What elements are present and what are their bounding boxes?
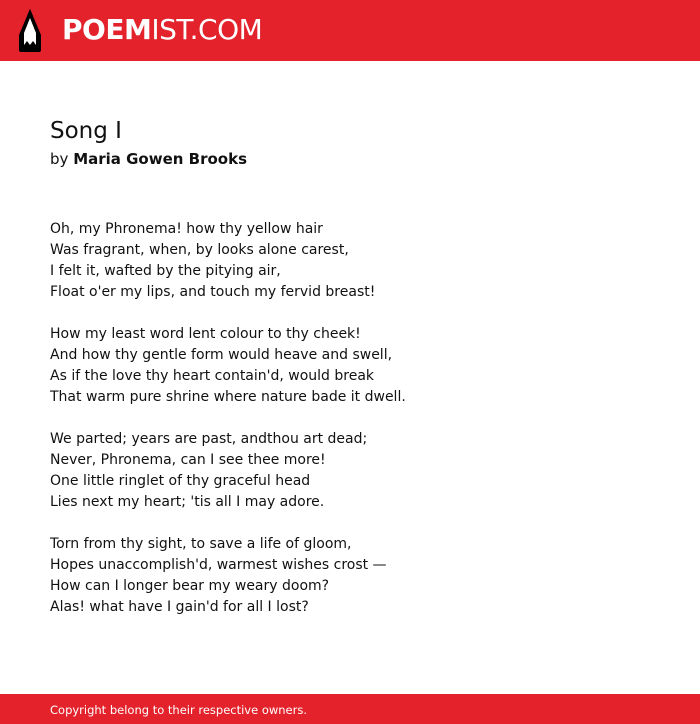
poem-author: Maria Gowen Brooks [73,150,248,168]
logo-light-text: IST.COM [151,13,263,46]
by-label: by [50,150,69,168]
poem-line: We parted; years are past, andthou art dead; [50,431,368,447]
poem-line: Alas! what have I gain'd for all I lost? [50,599,309,615]
poem-line: As if the love thy heart contain'd, would break [50,368,375,384]
poem-line: One little ringlet of thy graceful head [50,473,311,489]
site-logo[interactable] [62,13,262,47]
poem-stanza [50,324,650,408]
poem-stanza [50,534,650,618]
poem-line: And how thy gentle form would heave and swell, [50,347,393,363]
poem-line: Hopes unaccomplish'd, warmest wishes crost — [50,557,387,573]
poem-line: Was fragrant, when, by looks alone carest, [50,242,349,258]
poem-line: Torn from thy sight, to save a life of gloom, [50,536,352,552]
poem-line: I felt it, wafted by the pitying air, [50,263,281,279]
logo-bold-text: POEM [62,13,152,46]
poem-line: That warm pure shrine where nature bade it dwell. [50,389,406,405]
poem-body [50,219,650,639]
poem-line: How my least word lent colour to thy cheek! [50,326,361,342]
pencil-icon[interactable] [16,9,44,52]
poem-line: Never, Phronema, can I see thee more! [50,452,326,468]
poem-stanza [50,219,650,303]
site-footer [0,694,700,724]
poem-line: Oh, my Phronema! how thy yellow hair [50,221,323,237]
poem-title: Song I [50,118,122,144]
site-header [0,0,700,61]
poem-line: Float o'er my lips, and touch my fervid breast! [50,284,376,300]
copyright-text: Copyright belong to their respective owners. [50,703,308,717]
poem-stanza [50,429,650,513]
poem-byline [50,149,247,169]
poem-line: How can I longer bear my weary doom? [50,578,330,594]
poem-line: Lies next my heart; 'tis all I may adore. [50,494,325,510]
